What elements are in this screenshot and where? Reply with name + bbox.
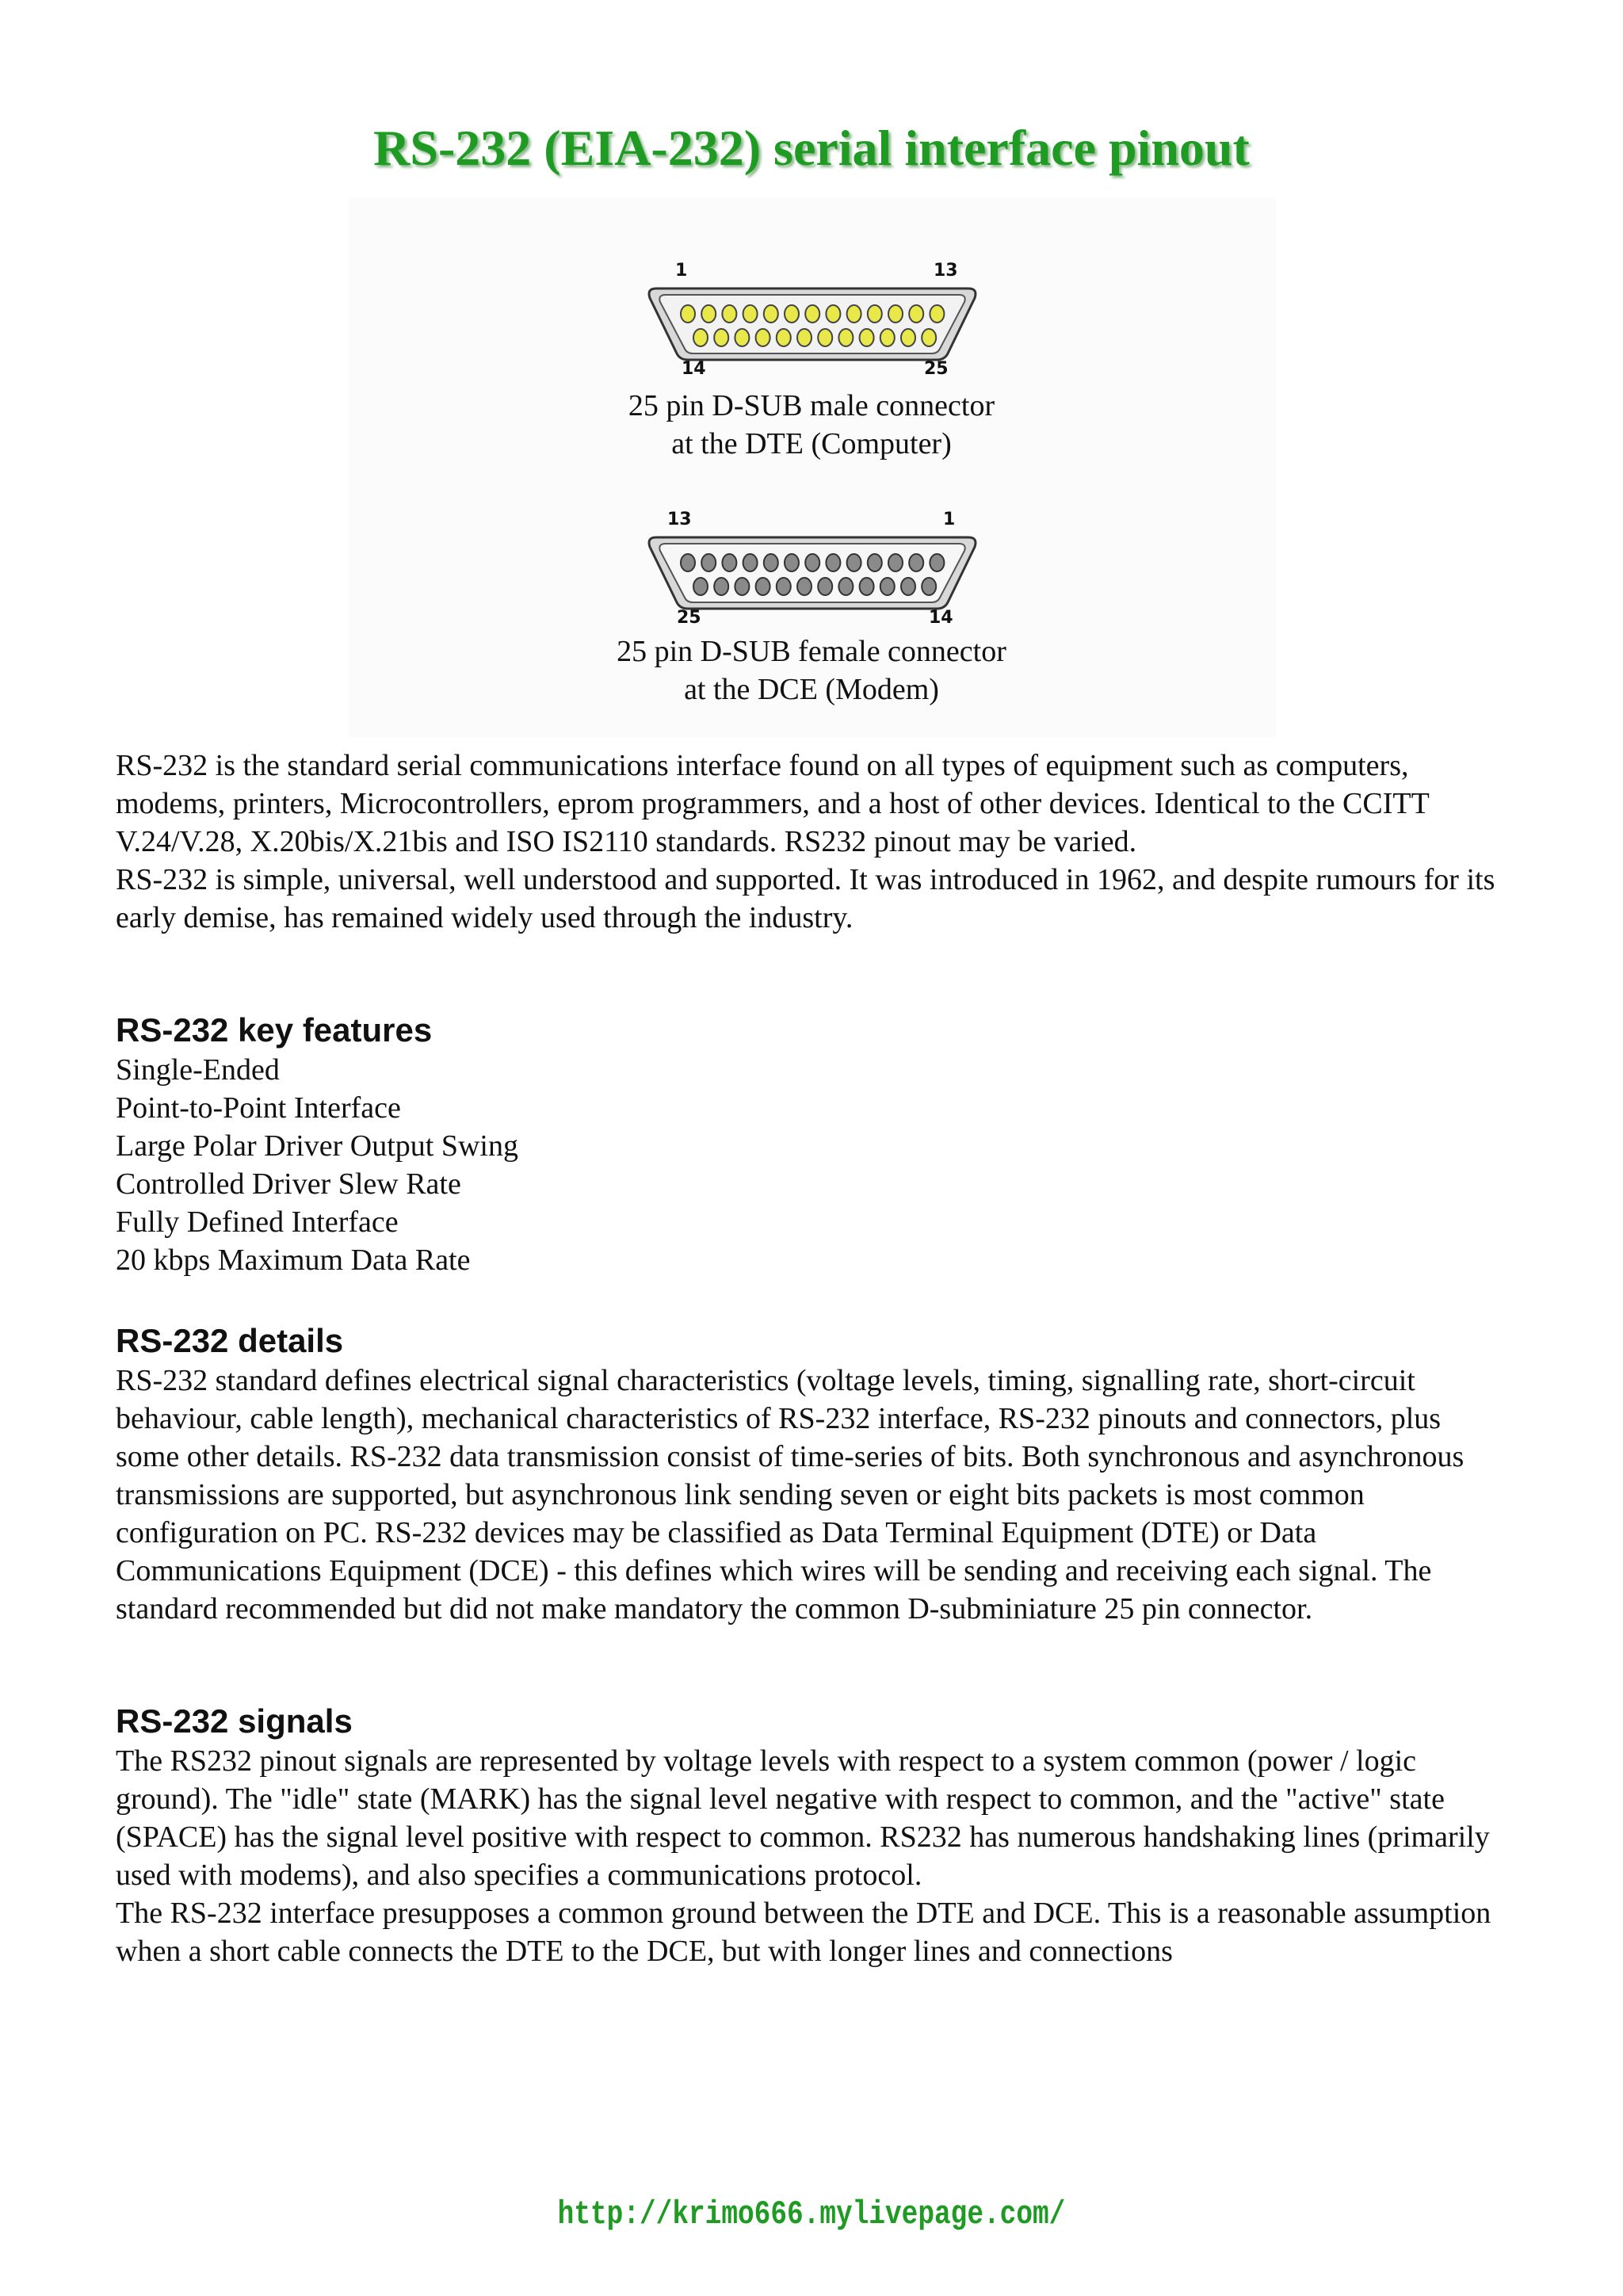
feature-item: Fully Defined Interface	[116, 1205, 399, 1239]
key-features-heading: RS-232 key features	[116, 1011, 433, 1049]
male-connector-diagram	[642, 258, 983, 377]
female-caption-line1: 25 pin D-SUB female connector	[617, 635, 1006, 668]
female-pin-top	[701, 554, 716, 571]
female-pin-bottom	[693, 578, 708, 595]
male-pin-bottom	[901, 329, 915, 346]
feature-item: Controlled Driver Slew Rate	[116, 1167, 461, 1201]
male-pin-top	[743, 305, 758, 323]
signals-paragraph-2: The RS-232 interface presupposes a common ground between the DTE and DCE. This is a reasonable assumption when a short cable connects the DTE to the DCE, but with longer lines and connections	[116, 1897, 1491, 1968]
feature-item: Point-to-Point Interface	[116, 1091, 401, 1125]
female-pin-bottom	[714, 578, 728, 595]
female-pin-bottom	[838, 578, 853, 595]
signals-section	[116, 1742, 1510, 1970]
key-features-list	[116, 1051, 518, 1279]
feature-item: Large Polar Driver Output Swing	[116, 1129, 518, 1163]
footer-url-link[interactable]: http://krimo666.mylivepage.com/	[557, 2195, 1066, 2233]
male-pin-bottom	[714, 329, 728, 346]
feature-item: 20 kbps Maximum Data Rate	[116, 1244, 471, 1277]
female-pin-top	[909, 554, 923, 571]
male-pin-top	[764, 305, 778, 323]
female-pin-top	[681, 554, 695, 571]
male-pin-bottom	[860, 329, 874, 346]
male-pin-top	[930, 305, 944, 323]
male-pin-top	[701, 305, 716, 323]
male-pin-bottom	[693, 329, 708, 346]
male-pin-top	[681, 305, 695, 323]
male-pin-top	[909, 305, 923, 323]
female-pin-top	[888, 554, 903, 571]
female-pin-bottom	[922, 578, 936, 595]
female-pin-top	[785, 554, 799, 571]
female-pin-bottom	[860, 578, 874, 595]
female-pin-label-top-left: 13	[667, 510, 692, 529]
female-pin-top	[826, 554, 840, 571]
details-section	[116, 1362, 1510, 1628]
male-caption-line2: at the DTE (Computer)	[671, 427, 952, 460]
male-pin-label-bottom-left: 14	[682, 359, 706, 377]
female-pin-top	[722, 554, 736, 571]
female-pin-bottom	[797, 578, 812, 595]
signals-paragraph-1: The RS232 pinout signals are represented by voltage levels with respect to a system common (power / logic ground). The "idle" state (MARK) has the signal level negative with respect to common, and the "active" state (SPACE) has the signal level positive with respect to common. RS232 has numerous handshaking lines (primarily used with modems), and also specifies a communications protocol.	[116, 1744, 1490, 1892]
male-pin-top	[826, 305, 840, 323]
male-pin-bottom	[818, 329, 832, 346]
male-pin-top	[847, 305, 861, 323]
female-pin-bottom	[756, 578, 770, 595]
male-pin-top	[805, 305, 819, 323]
intro-paragraph-2: RS-232 is simple, universal, well understood and supported. It was introduced in 1962, and despite rumours for its early demise, has remained widely used through the industry.	[116, 863, 1495, 934]
female-pin-top	[847, 554, 861, 571]
male-pin-label-bottom-right: 25	[924, 359, 949, 377]
female-pin-label-bottom-left: 25	[677, 608, 701, 626]
male-pin-label-top-right: 13	[934, 261, 958, 281]
male-pin-top	[888, 305, 903, 323]
male-pin-bottom	[838, 329, 853, 346]
page-title: RS-232 (EIA-232) serial interface pinout	[373, 120, 1250, 176]
male-pin-bottom	[735, 329, 749, 346]
female-pin-bottom	[901, 578, 915, 595]
intro-section	[116, 747, 1510, 937]
female-connector-diagram	[642, 507, 983, 626]
female-pin-label-top-right: 1	[943, 510, 956, 529]
intro-paragraph-1: RS-232 is the standard serial communications interface found on all types of equipment such as computers, modems, printers, Microcontrollers, eprom programmers, and a host of other devices. Identical to the CCITT V.24/V.28, X.20bis/X.21bis and ISO IS2110 standards. RS232 pinout may be varied.	[116, 749, 1430, 858]
female-pin-label-bottom-right: 14	[929, 608, 953, 626]
male-connector-caption	[534, 387, 1089, 463]
feature-item: Single-Ended	[116, 1053, 280, 1087]
male-pin-bottom	[880, 329, 895, 346]
female-pin-top	[805, 554, 819, 571]
male-pin-top	[722, 305, 736, 323]
signals-heading: RS-232 signals	[116, 1702, 353, 1740]
male-pin-label-top-left: 1	[675, 261, 688, 281]
female-pin-bottom	[777, 578, 791, 595]
male-caption-line1: 25 pin D-SUB male connector	[628, 389, 995, 422]
female-pin-top	[743, 554, 758, 571]
details-heading: RS-232 details	[116, 1322, 344, 1359]
male-pin-top	[868, 305, 882, 323]
female-connector-caption	[534, 632, 1089, 709]
female-pin-top	[930, 554, 944, 571]
male-pin-bottom	[777, 329, 791, 346]
female-pin-top	[764, 554, 778, 571]
female-pin-bottom	[880, 578, 895, 595]
female-pin-bottom	[818, 578, 832, 595]
male-pin-top	[785, 305, 799, 323]
female-caption-line2: at the DCE (Modem)	[684, 673, 939, 706]
male-pin-bottom	[756, 329, 770, 346]
male-pin-bottom	[797, 329, 812, 346]
female-pin-bottom	[735, 578, 749, 595]
male-pin-bottom	[922, 329, 936, 346]
details-paragraph: RS-232 standard defines electrical signal characteristics (voltage levels, timing, signalling rate, short-circuit behaviour, cable length), mechanical characteristics of RS-232 interface, RS-232 pinouts and connectors, plus some other details. RS-232 data transmission consist of time-series of bits. Both synchronous and asynchronous transmissions are supported, but asynchronous link sending seven or eight bits packets is most common configuration on PC. RS-232 devices may be classified as Data Terminal Equipment (DTE) or Data Communications Equipment (DCE) - this defines which wires will be sending and receiving each signal. The standard recommended but did not make mandatory the common D-subminiature 25 pin connector.	[116, 1364, 1465, 1626]
female-pin-top	[868, 554, 882, 571]
